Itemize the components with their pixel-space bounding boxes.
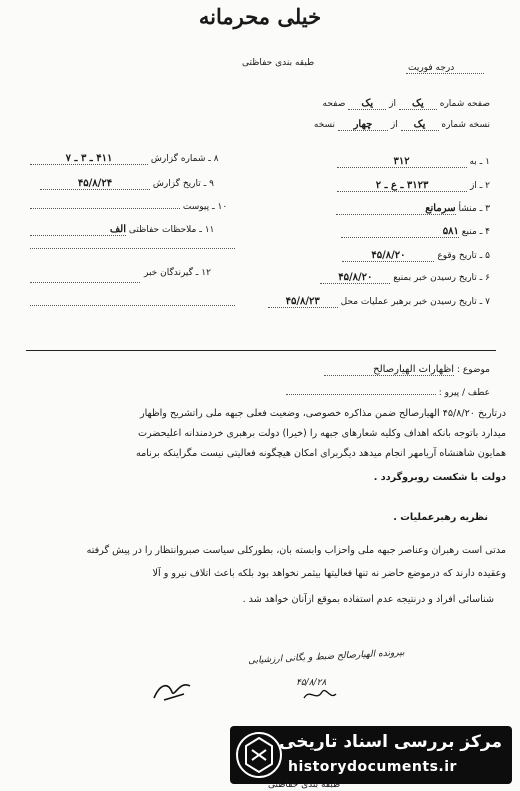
urgency-line	[406, 73, 484, 74]
field-attachment: ۱۰ ـ پیوست	[30, 202, 227, 212]
page-number-row: صفحه شماره یک از یک صفحه	[322, 98, 490, 109]
field-report-number: ۸ ـ شماره گزارش ۴۱۱ ـ ۳ ـ ۷	[30, 153, 219, 165]
field-security-notes: ۱۱ ـ ملاحظات حفاظتی الف	[30, 224, 214, 236]
footer-classification: طبقه بندی حفاظتی	[268, 780, 341, 790]
dotted-line	[30, 248, 235, 249]
field-from: ۲ ـ از ۳۱۲۳ ـ ع ـ ۲	[337, 180, 490, 192]
section-divider	[26, 350, 496, 351]
body-line: همایون شاهنشاه آریامهر انجام میدهد دیگربرای امکان هیچگونه فعالیتی نیست مگراینکه برنامه	[135, 448, 506, 459]
body-line: درتاریخ ۴۵/۸/۲۰ الهیارصالح ضمن مذاکره خصوصی، وضعیت فعلی جبهه ملی راتشریح واظهار	[140, 408, 506, 419]
field-report-date: ۹ ـ تاریخ گزارش ۴۵/۸/۲۴	[40, 178, 214, 190]
reference-row: عطف / پیرو :	[286, 388, 490, 398]
field-to: ۱ ـ به ۳۱۲	[337, 156, 490, 168]
field-received-leader-date: ۷ ـ تاریخ رسیدن خبر برهبر عملیات محل ۴۵/۸/۲۳	[268, 296, 490, 308]
opinion-line: مدتی است رهبران وعناصر جبهه ملی واحزاب وابسته بان، بطورکلی سیاست صبروانتظار را در پیش گرفته	[86, 545, 506, 556]
opinion-heading: نظریه رهبرعملیات .	[393, 512, 488, 523]
signature-mark	[150, 676, 194, 706]
field-received-source-date: ۶ ـ تاریخ رسیدن خبر بمنبع ۴۵/۸/۲۰	[320, 272, 490, 284]
page-title: خیلی محرمانه	[198, 4, 322, 29]
watermark-title: مرکز بررسی اسناد تاریخی	[279, 732, 502, 752]
field-origin: ۳ ـ منشأ سرمانع	[336, 203, 490, 215]
opinion-line: وعقیده دارند که درموضع حاضر نه تنها فعالیتها بیثمر نخواهد بود بلکه باعث اتلاف نیرو و آلا	[152, 568, 506, 579]
watermark-url: historydocuments.ir	[288, 759, 457, 775]
watermark-banner	[230, 726, 512, 784]
body-line: دولت با شکست روبروگردد .	[373, 472, 506, 483]
subject-row: موضوع : اظهارات الهیارصالح	[324, 364, 490, 376]
field-source: ۴ ـ منبع ۵۸۱	[341, 226, 490, 238]
copy-number-row: نسخه شماره یک از چهار نسخه	[313, 119, 490, 130]
field-recipients: ۱۲ ـ گیرندگان خبر	[144, 268, 211, 278]
urgency-label: درجه فوریت	[408, 63, 455, 73]
dotted-line	[30, 305, 235, 306]
archive-seal-icon	[234, 730, 284, 780]
dotted-line	[30, 282, 140, 283]
initials-mark	[302, 684, 338, 706]
body-line: میدارد باتوجه بانکه اهداف وکلیه شعارهای جبهه را (خیرا) دولت برهبری خردمندانه اعلیحضرت	[137, 428, 506, 439]
field-event-date: ۵ ـ تاریخ وقوع ۴۵/۸/۲۰	[342, 250, 490, 262]
opinion-line: شناسائی افراد و درنتیجه عدم استفاده بموقع ازآنان خواهد شد .	[242, 594, 494, 605]
classification-label: طبقه بندی حفاظتی	[242, 58, 315, 68]
handwritten-note: بپرونده الهیارصالح ضبط و بگانی ارزشیابی	[247, 647, 405, 667]
handwritten-date: ۴۵/۸/۲۸	[296, 678, 327, 688]
